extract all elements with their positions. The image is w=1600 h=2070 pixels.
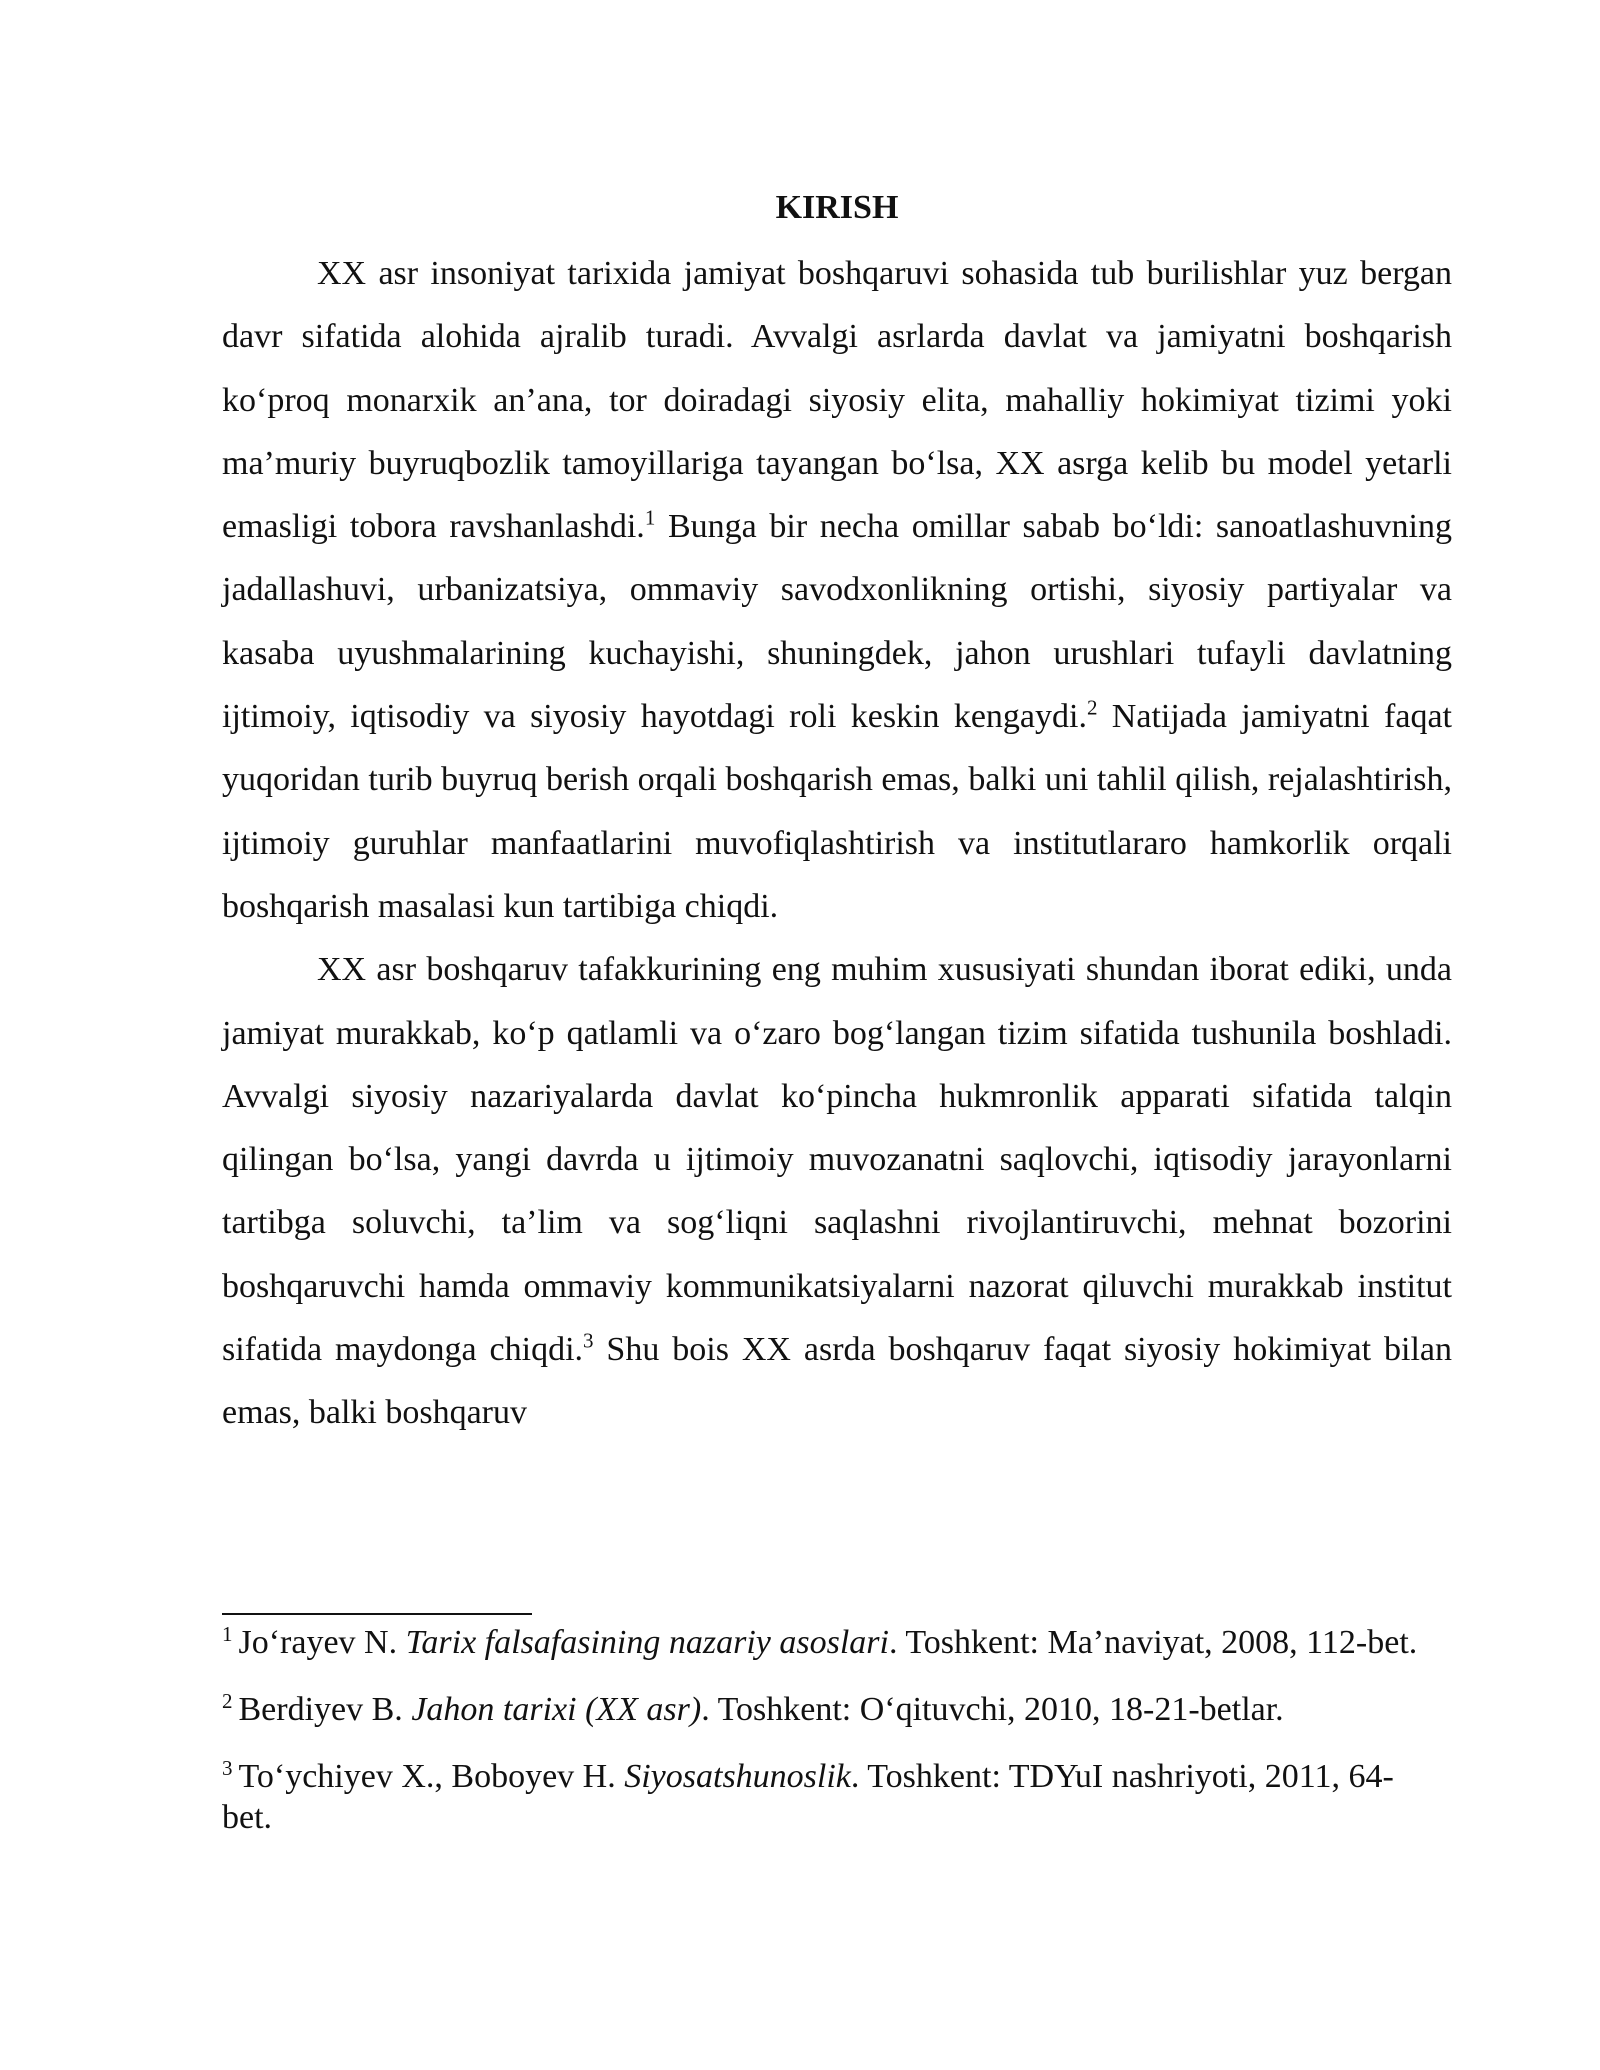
footnote-work-title: Jahon tarixi (XX asr) — [411, 1691, 702, 1728]
paragraph-text: XX asr boshqaruv tafakkurining eng muhim xususiyati shundan iborat ediki, unda jamiyat murakkab, ko‘p qatlamli va o‘zaro bog‘langan tizim sifatida tushunila boshladi. Avvalgi siyosiy nazariyalarda davlat ko‘pincha hukmronlik apparati sifatida talqin qilingan bo‘lsa, yangi davrda u ijtimoiy muvozanatni saqlovchi, iqtisodiy jarayonlarni tartibga soluvchi, ta’lim va sog‘liqni saqlashni rivojlantiruvchi, mehnat bozorini boshqaruvchi hamda ommaviy kommunikatsiyalarni nazorat qiluvchi murakkab institut sifatida maydonga chiqdi. — [222, 951, 1452, 1369]
page-title: KIRISH — [775, 189, 899, 226]
footnote-reference[interactable]: 2 — [1086, 695, 1098, 720]
footnote — [222, 1756, 1452, 1838]
footnote-number: 2 — [222, 1688, 233, 1713]
body-text — [222, 242, 1452, 1445]
paragraph-text: XX asr insoniyat tarixida jamiyat boshqaruvi sohasida tub burilishlar yuz bergan davr sifatida alohida ajralib turadi. Avvalgi asrlarda davlat va jamiyatni boshqarish ko‘proq monarxik an’ana, tor doiradagi siyosiy elita, mahalliy hokimiyat tizimi yoki ma’muriy buyruqbozlik tamoyillariga tayangan bo‘lsa, XX asrga kelib bu model yetarli emasligi tobora ravshanlashdi. — [222, 255, 1452, 546]
footnote-number: 1 — [222, 1621, 233, 1646]
footnote — [222, 1689, 1452, 1730]
footnote-author: Jo‘rayev N. — [238, 1624, 406, 1661]
footnote — [222, 1622, 1452, 1663]
paragraph-text: Bunga bir necha omillar sabab bo‘ldi: sanoatlashuvning jadallashuvi, urbanizatsiya, ommaviy savodxonlikning ortishi, siyosiy partiyalar va kasaba uyushmalarining kuchayishi, shuningdek, jahon urushlari tufayli davlatning ijtimoiy, iqtisodiy va siyosiy hayotdagi roli keskin kengaydi. — [222, 508, 1453, 736]
footnote-reference[interactable]: 1 — [644, 505, 656, 530]
footnote-publication: . Toshkent: TDYuI nashriyoti, 2011, 64-bet. — [222, 1758, 1394, 1836]
footnote-number: 3 — [222, 1755, 233, 1780]
footnote-reference[interactable]: 3 — [583, 1328, 594, 1353]
footnotes — [222, 1622, 1452, 1864]
footnote-author: Berdiyev B. — [238, 1691, 412, 1728]
paragraph — [222, 242, 1452, 938]
paragraph-text: Shu bois XX asrda boshqaruv faqat siyosiy hokimiyat bilan emas, balki boshqaruv — [222, 1331, 1452, 1432]
footnote-author: To‘ychiyev X., Boboyev H. — [238, 1758, 625, 1795]
footnote-separator — [222, 1613, 532, 1615]
footnote-work-title: Siyosatshunoslik — [624, 1758, 851, 1795]
paragraph — [222, 938, 1452, 1444]
footnote-publication: . Toshkent: O‘qituvchi, 2010, 18-21-betlar. — [701, 1691, 1284, 1728]
footnote-work-title: Tarix falsafasining nazariy asoslari — [405, 1624, 889, 1661]
footnote-publication: . Toshkent: Ma’naviyat, 2008, 112-bet. — [888, 1624, 1418, 1661]
paragraph-text: Natijada jamiyatni faqat yuqoridan turib buyruq berish orqali boshqarish emas, balki uni tahlil qilish, rejalashtirish, ijtimoiy guruhlar manfaatlarini muvofiqlashtirish va institutlararo hamkorlik orqali boshqarish masalasi kun tartibiga chiqdi. — [222, 698, 1453, 925]
